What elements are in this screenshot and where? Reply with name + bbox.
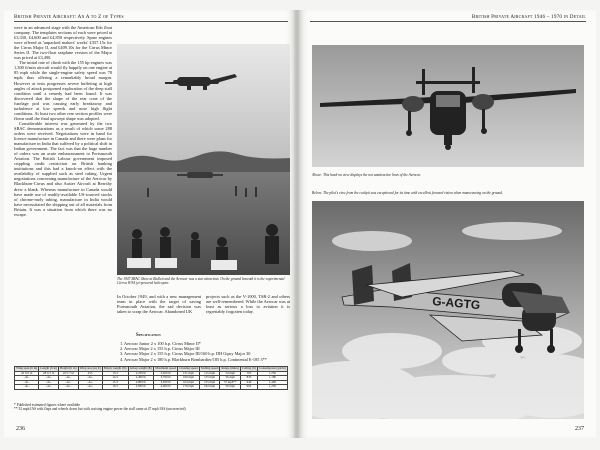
right-page-number: 237 — [575, 426, 584, 432]
table-cell: –do– — [39, 380, 59, 385]
table-cell: 162 mph — [199, 385, 220, 390]
table-cell: 164 mph — [178, 380, 200, 385]
aerocar-in-flight-image — [312, 201, 584, 419]
table-cell: 1,250 — [257, 385, 287, 390]
table-cell: 2,800 lb — [128, 380, 154, 385]
table-header-cell: Length (ft in) — [40, 366, 58, 370]
table-cell: –do– — [39, 376, 59, 381]
right-running-head: British Private Aircraft 1946 – 1970 in Detail — [471, 14, 586, 20]
table-cell: 16.3 — [102, 385, 128, 390]
table-cell: 765 — [240, 371, 257, 376]
table-header-cell: Wing span (ft in) — [16, 366, 38, 370]
table-cell: 1,180 — [257, 376, 287, 381]
table-cell: 56 mph — [220, 376, 241, 381]
table-cell: –do– — [78, 385, 102, 390]
table-header-cell: Consumption (gal/hr) — [259, 366, 286, 370]
right-header-rule — [310, 21, 586, 22]
table-notes — [14, 403, 290, 411]
table-cell: 155 mph — [199, 380, 220, 385]
table-header-cell: Empty weight (lb) — [103, 366, 127, 370]
table-cell: 1,400 — [257, 380, 287, 385]
table-cell: 3,950 lb — [154, 380, 178, 385]
table-cell: 54 mph — [220, 371, 241, 376]
table-cell: –do– — [59, 385, 78, 390]
table-cell: 649 — [240, 380, 257, 385]
specification-item: 1. Aerocar Junior 2 x 100 h.p. Cirrus Minor II* — [120, 341, 201, 346]
table-cell: 835 — [240, 376, 257, 381]
specification-title: Specification — [136, 333, 161, 338]
table-cell: 57 mph** — [220, 380, 241, 385]
table-header-cell: Stalling speed — [200, 366, 219, 370]
head-on-caption: Above: This head-on view displays the not unattractive lines of the Aerocar. — [312, 173, 421, 177]
table-cell: –do– — [15, 385, 39, 390]
radlett-show-photo — [117, 44, 290, 275]
left-text-column — [14, 25, 112, 325]
right-page — [300, 10, 596, 438]
column-paragraph: Considerable interest was generated by the two SBAC demonstrations as a result of which some 288 orders were received. Negotiations were in hand for licence manufacture in Canada and there were plans for manufacture in India that suffered by a political shift in Indian government. The fact was that the huge number of orders was an acute embarrassment to Portsmouth Aviation. The British Labour government imposed crippling credit restriction on British banking institutions and this had a knock-on effect with the availability of supplied such as steel tubing. Urgent negotiations concerning manufacture of the Aerocar by Blackburn-Cirrus and also Auster Aircraft at Rearsby drew a blank. Whereas manufacture in Canada would have made use of readily-available US-sourced stocks of chrome-moly tubing, manufacture in India would have necessitated the shipping out of all materials from Britain. It was a situation from which there was no escape. — [14, 120, 112, 217]
table-cell: 176 mph — [178, 385, 200, 390]
radlett-show-image — [117, 44, 290, 275]
radlett-show-caption: The 1947 SBAC Show at Radlett and the Aerocar was a star attraction. On the ground beneath it is the experimental Cierva W.9A jet-powered helicopter. — [117, 277, 285, 286]
table-cell: –do– — [78, 376, 102, 381]
table-cell: 115 mph — [199, 371, 220, 376]
table-cell: –do– — [59, 376, 78, 381]
table-cell: 28 ft 5 in — [39, 371, 59, 376]
left-header-rule — [14, 21, 288, 22]
specification-item: 4. Aerocar Major 2 x 180 h.p. Blackburn Bombardier/185 h.p. Continental E-185 3** — [120, 356, 267, 362]
table-header-cell: All-up weight (lb) — [129, 366, 153, 370]
table-note: * Published estimated figures where available — [14, 403, 80, 407]
table-cell: 42 ft 0 in — [15, 371, 39, 376]
table-cell: 3,700 lb — [154, 376, 178, 381]
aircraft-registration: G-AGTG — [431, 294, 481, 313]
table-cell: 10 ft 7 in — [59, 371, 78, 376]
table-header-cell: Range (miles) — [221, 366, 239, 370]
middle-paragraph: In October 1949, and with a new management team in place with the target of saving Portsmouth Aviation, the sad decision was taken to scrap the Aerocar. Abandoned UK — [117, 294, 201, 315]
table-cell: 135 mph — [199, 376, 220, 381]
specification-list — [120, 341, 290, 362]
specification-table — [14, 366, 288, 390]
table-cell: –do– — [39, 385, 59, 390]
table-cell: 131 mph — [178, 371, 200, 376]
table-cell: 962 — [240, 385, 257, 390]
right-text-column — [206, 294, 290, 334]
table-cell: –do– — [78, 380, 102, 385]
table-cell: 160 mph — [178, 376, 200, 381]
right-paragraph: projects such as the V-1000, TSR-2 and others are well-remembered. While the Aerocar was at least as serious a loss to aviation it is regrettably forgotten today. — [206, 294, 290, 315]
table-cell: 255 — [78, 371, 102, 376]
table-cell: –do– — [15, 376, 39, 381]
table-cell: 14.3 — [102, 376, 128, 381]
table-header-cell: Height (ft in) — [60, 366, 77, 370]
table-note: ** 52 mph IAS with flaps and wheels down but with cruising engine power the stall came at 47 mph IAS (uncorrected) — [14, 407, 186, 412]
column-paragraph: The initial rate of climb with the 155 hp engines was 1,300 ft/min aircraft would fly happily on one engine at 85 mph while the single-engine safety speed was 78 mph; thus offering a remarkably broad margin. However at tests progresses severe buffeting at high angles of attack postponed exploration of the deep stall condition until a remedy had been found. It was discovered that the shape of the rear cone of the fuselage pod was causing early breakaway and turbulence at low speeds and nose high flight conditions. At least two other rear section profiles were flown until the final upswept shape was adopted. — [14, 60, 112, 121]
table-header-cell: Ceiling (ft) — [242, 366, 256, 370]
left-page — [4, 10, 294, 438]
table-cell: 4,000 lb — [154, 385, 178, 390]
table-cell: 1,250 — [257, 371, 287, 376]
table-cell: 13.3 — [102, 371, 128, 376]
table-cell: –do– — [59, 380, 78, 385]
aerocar-head-on-photo — [312, 45, 584, 167]
left-page-number: 236 — [16, 426, 25, 432]
table-row — [15, 385, 288, 390]
aerocar-in-flight-photo — [312, 201, 584, 419]
specification-item: 3. Aerocar Major 2 x 155 h.p. Cirrus Major III/160 h.p. DH Gipsy Major 30 — [120, 351, 251, 357]
table-header-cell: Cruising speed — [179, 366, 198, 370]
table-cell: –do– — [15, 380, 39, 385]
cockpit-view-caption: Below: The pilot's view from the cockpit was exceptional for its time with excellent forward vision when manoeuvring on the ground. — [312, 191, 503, 195]
aerocar-head-on-image — [312, 45, 584, 167]
left-running-head: British Private Aircraft: An A to Z of Types — [14, 14, 124, 20]
specification-item: 2. Aerocar Major 2 x 155 h.p. Cirrus Major III — [120, 346, 200, 352]
table-cell: 15.3 — [102, 380, 128, 385]
table-header-cell: Wing area (sq ft) — [79, 366, 101, 370]
column-paragraph: were in an advanced stage with the American Edo float company. The templates sections of each were priced at £3,330, £4,600 and £4,850 respectively. Spare engines were offered as 'unpacked makers' works' £357.15s for the Cirrus Major II, and £409.10s for the Cirrus Minor Series II. The two-float seaplane version of the Major was priced at £3,490. — [14, 25, 112, 61]
table-cell: 59 mph — [220, 385, 241, 390]
table-cell: 2,830 lb — [128, 385, 154, 390]
table-cell: 2,250 lb — [128, 371, 154, 376]
table-header-cell: Maximum speed — [155, 366, 177, 370]
table-cell: 2,400 lb — [128, 376, 154, 381]
table-cell: 3,650 lb — [154, 371, 178, 376]
